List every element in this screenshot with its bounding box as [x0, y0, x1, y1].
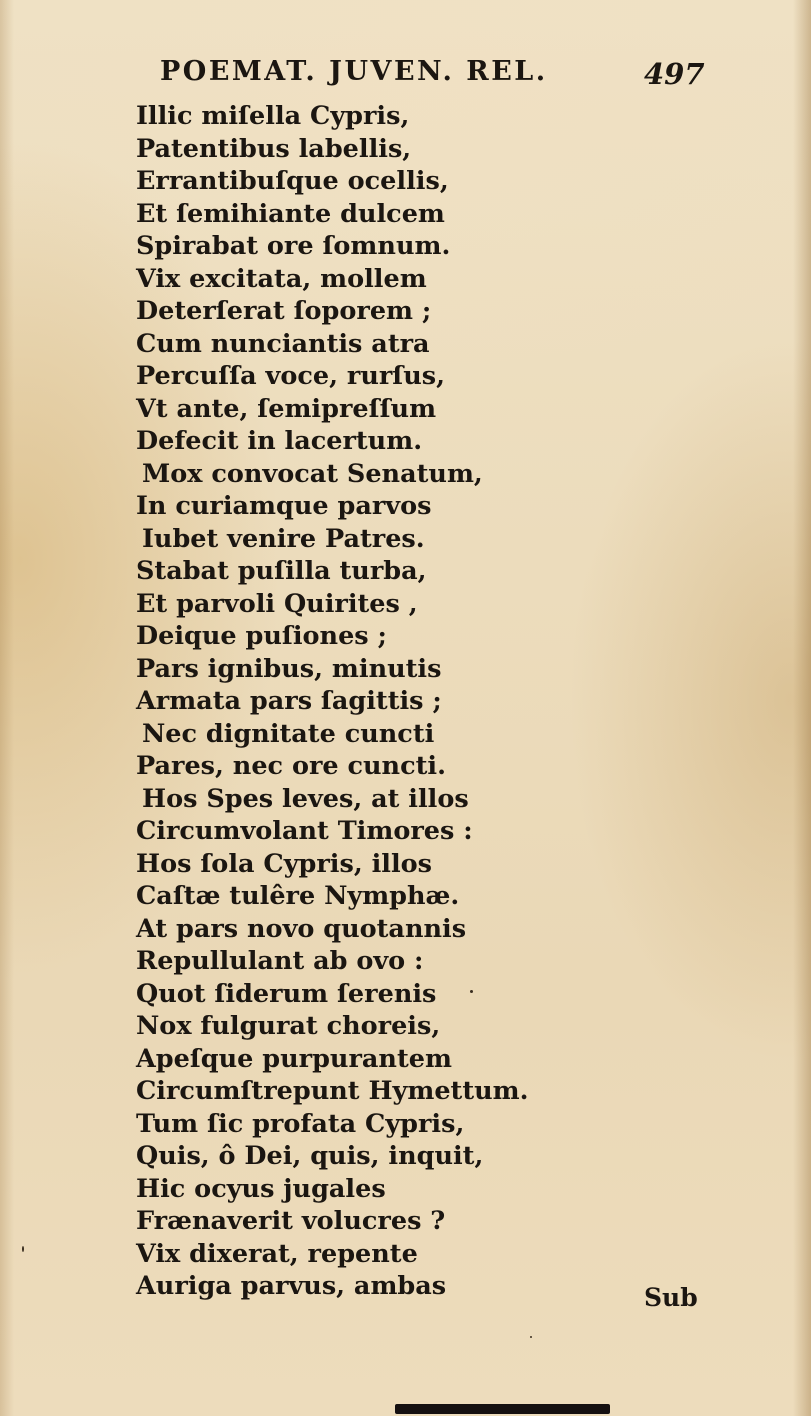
verse-line: Mox convocat Senatum,: [142, 458, 483, 489]
page-number: 497: [644, 57, 705, 91]
verse-line: Auriga parvus, ambas: [136, 1271, 447, 1301]
verse-line: Vt ante, ſemipreſſum: [136, 393, 437, 424]
ink-speck: [22, 1246, 24, 1252]
ink-speck: [530, 1336, 532, 1338]
verse-line: Pares, nec ore cuncti.: [136, 751, 446, 781]
verse-line: Spirabat ore ſomnum.: [136, 231, 451, 261]
verse-line: Circumvolant Timores :: [136, 816, 473, 846]
page-edge-shadow: [793, 0, 811, 1416]
verse-line: Cum nunciantis atra: [136, 328, 430, 359]
verse-line: Circumſtrepunt Hymettum.: [136, 1076, 529, 1106]
verse-line: Pars ignibus, minutis: [136, 653, 442, 684]
verse-line: Nec dignitate cuncti: [142, 718, 435, 749]
verse-line: Quot ſiderum ſerenis: [136, 978, 437, 1009]
verse-line: In curiamque parvos: [136, 491, 432, 521]
verse-line: Et parvoli Quirites ,: [136, 588, 418, 619]
verse-line: Vix excitata, mollem: [136, 263, 427, 294]
verse-line: Stabat puſilla turba,: [136, 556, 427, 586]
verse-line: Armata pars ſagittis ;: [136, 686, 442, 716]
verse-line: Vix dixerat, repente: [136, 1238, 418, 1269]
verse-line: Defecit in lacertum.: [136, 426, 423, 456]
verse-line: Caſtæ tulêre Nymphæ.: [136, 881, 460, 911]
verse-line: Errantibuſque ocellis,: [136, 166, 449, 196]
verse-line: Percuſſa voce, rurſus,: [136, 361, 446, 391]
verse-line: Iubet venire Patres.: [142, 523, 425, 554]
verse-line: Apeſque purpurantem: [136, 1043, 452, 1074]
verse-line: Illic miſella Cypris,: [136, 101, 410, 131]
verse-line: At pars novo quotannis: [136, 913, 467, 944]
ink-speck: [470, 990, 473, 993]
running-head: POEMAT. JUVEN. REL.: [160, 56, 548, 87]
catchword: Sub: [644, 1283, 698, 1312]
verse-line: Deique puſiones ;: [136, 621, 387, 651]
verse-line: Et ſemihiante dulcem: [136, 198, 445, 229]
verse-line: Nox fulgurat choreis,: [136, 1011, 441, 1041]
verse-line: Deterſerat ſoporem ;: [136, 296, 432, 326]
verse-line: Hos ſola Cypris, illos: [136, 848, 433, 879]
verse-text: [136, 100, 529, 1303]
page-gutter-shadow: [0, 0, 14, 1416]
verse-line: Hic ocyus jugales: [136, 1173, 386, 1204]
verse-line: Repullulant ab ovo :: [136, 946, 424, 976]
verse-line: Patentibus labellis,: [136, 133, 412, 164]
verse-line: Quis, ô Dei, quis, inquit,: [136, 1141, 484, 1171]
bottom-printed-rule: [395, 1404, 610, 1414]
verse-line: Hos Spes leves, at illos: [142, 783, 469, 814]
verse-line: Tum ſic profata Cypris,: [136, 1108, 465, 1139]
verse-line: Frænaverit volucres ?: [136, 1206, 446, 1236]
